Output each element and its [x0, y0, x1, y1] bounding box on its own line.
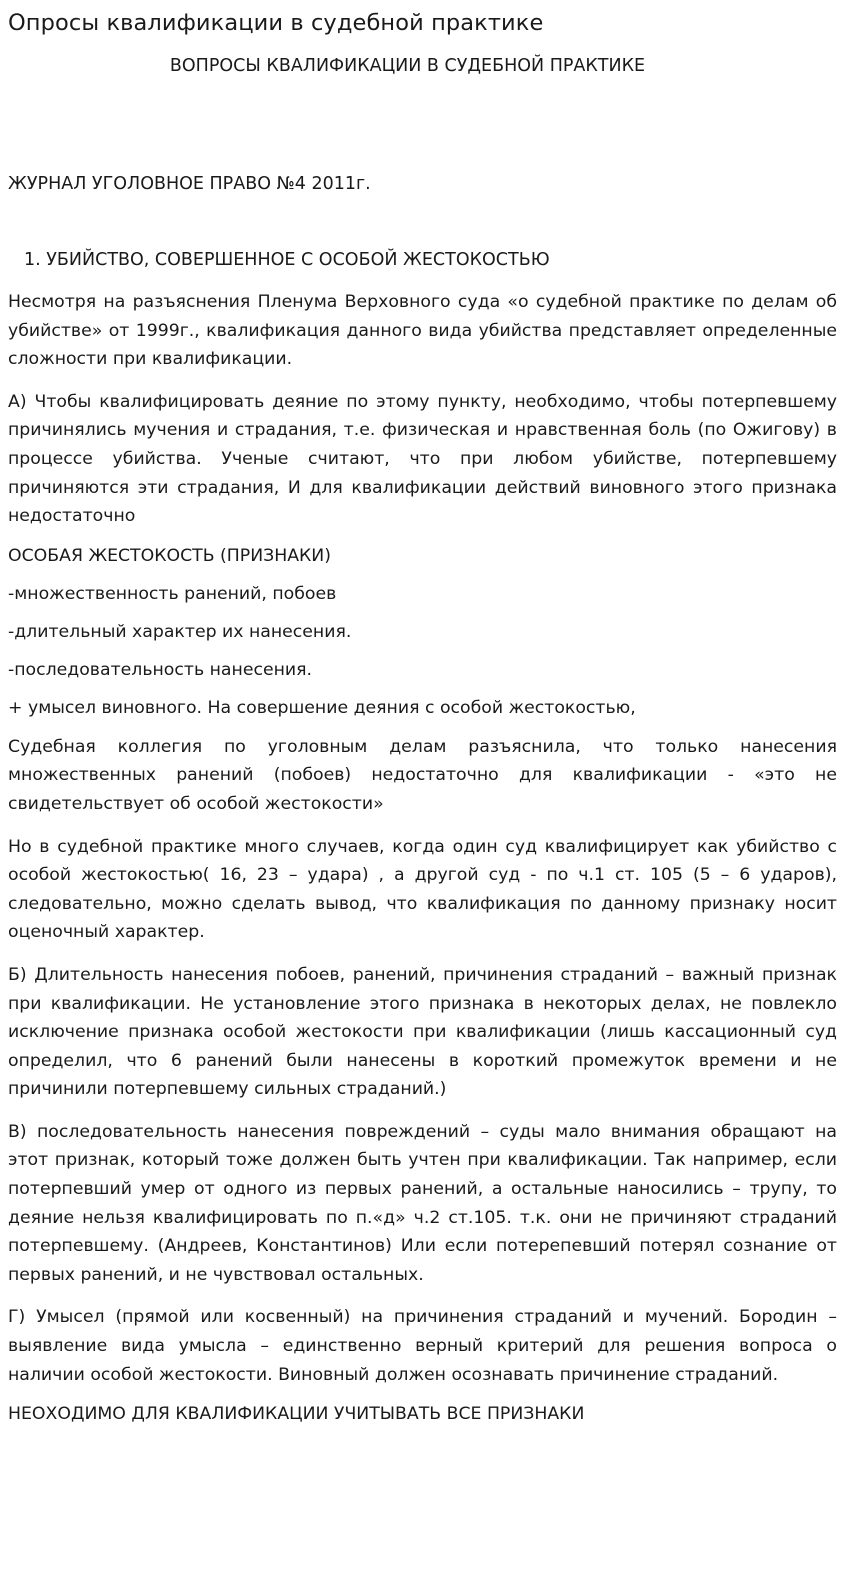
feature-item: -последовательность нанесения. [8, 659, 312, 680]
section-heading: 1. УБИЙСТВО, СОВЕРШЕННОЕ С ОСОБОЙ ЖЕСТОКОСТЬЮ [24, 250, 550, 270]
paragraph-point-b: Б) Длительность нанесения побоев, ранений, причинения страданий – важный признак при квалификации. Не установление этого признака в некоторых делах, не повлекло исключение признака особой жестокости при квалификации (лишь кассационный суд определил, что 6 ранений были нанесены в короткий промежуток времени и не причинили потерпевшему сильных страданий.) [8, 964, 837, 1100]
feature-item: -множественность ранений, побоев [8, 583, 337, 604]
journal-reference: ЖУРНАЛ УГОЛОВНОЕ ПРАВО №4 2011г. [8, 174, 371, 194]
document-subtitle: ВОПРОСЫ КВАЛИФИКАЦИИ В СУДЕБНОЙ ПРАКТИКЕ [169, 56, 646, 76]
page-title: Опросы квалификации в судебной практике [8, 10, 544, 36]
feature-item: + умысел виновного. На совершение деяния с особой жестокостью, [8, 697, 636, 718]
feature-item: -длительный характер их нанесения. [8, 621, 352, 642]
paragraph-point-a: А) Чтобы квалифицировать деяние по этому пункту, необходимо, чтобы потерпевшему причинялись мучения и страдания, т.е. физическая и нравственная боль (по Ожигову) в процессе убийства. Ученые считают, что при любом убийстве, потерпевшему причиняются эти страдания, И для квалификации действий виновного этого признака недостаточно [8, 391, 837, 527]
paragraph-judicial-board: Судебная коллегия по уголовным делам разъяснила, что только нанесения множественных ранений (побоев) недостаточно для квалификации - «это не свидетельствует об особой жестокости» [8, 736, 837, 814]
conclusion-line: НЕОХОДИМО ДЛЯ КВАЛИФИКАЦИИ УЧИТЫВАТЬ ВСЕ ПРИЗНАКИ [8, 1404, 585, 1425]
paragraph-point-g: Г) Умысел (прямой или косвенный) на причинения страданий и мучений. Бородин – выявление вида умысла – единственно верный критерий для решения вопроса о наличии особой жестокости. Виновный должен осознавать причинение страданий. [8, 1307, 837, 1385]
paragraph-court-practice: Но в судебной практике много случаев, когда один суд квалифицирует как убийство с особой жестокостью( 16, 23 – удара) , а другой суд - по ч.1 ст. 105 (5 – 6 ударов), следовательно, можно сделать вывод, что квалификация по данному признаку носит оценочный характер. [8, 836, 837, 943]
paragraph-intro: Несмотря на разъяснения Пленума Верховного суда «о судебной практике по делам об убийстве» от 1999г., квалификация данного вида убийства представляет определенные сложности при квалификации. [8, 292, 837, 370]
features-heading: ОСОБАЯ ЖЕСТОКОСТЬ (ПРИЗНАКИ) [8, 545, 331, 566]
paragraph-point-v: В) последовательность нанесения повреждений – суды мало внимания обращают на этот признак, который тоже должен быть учтен при квалификации. Так например, если потерпевший умер от одного из первых ранений, а остальные наносились – трупу, то деяние нельзя квалифицировать по п.«д» ч.2 ст.105. т.к. они не причиняют страданий потерпевшему. (Андреев, Константинов) Или если потерепевший потерял сознание от первых ранений, и не чувствовал остальных. [8, 1121, 837, 1285]
